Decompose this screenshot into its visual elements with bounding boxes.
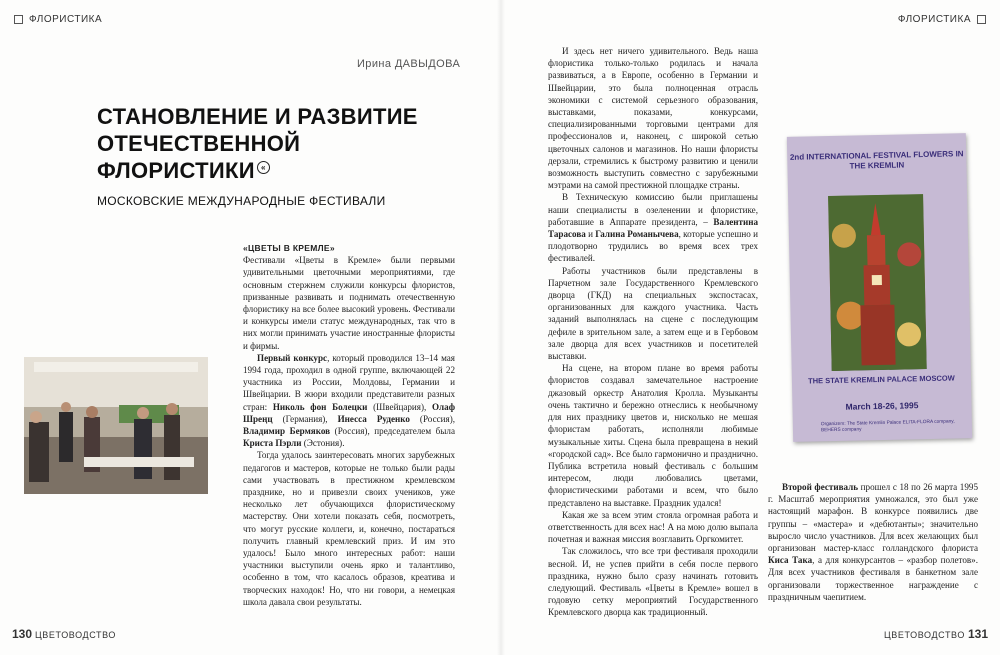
bold-phrase: Первый конкурс (257, 352, 328, 363)
jury-name: Криста Пэрли (243, 438, 302, 449)
paragraph (768, 481, 978, 603)
text-run: (Эстония). (301, 438, 345, 449)
page-number-left: 130 (12, 627, 33, 641)
bold-phrase: Второй фестиваль (782, 482, 859, 492)
square-marker-icon (977, 15, 986, 24)
person-name: Галина Романычева (595, 229, 679, 240)
person-name: Валентина Тарасова (548, 216, 758, 240)
paragraph (548, 191, 758, 264)
paragraph: И здесь нет ничего удивительного. Ведь наша флористика только-только родилась и начала развиваться, а в Европе, особенно в Германии и Швейцарии, это была полноценная отрасль экономики с системой серьезного образования, выставками, показами, конкурсами, специализированными торговыми центрами для профессионалов и, наконец, с широкой сетью цветочных салонов и магазинов. Но наши флористы дерзали, стремились к быстрому развитию и ценили возможность выступить совместно с зарубежными мэтрами на самой престижной площадке страны. (548, 46, 758, 191)
text-run: (Швейцария), (367, 401, 432, 412)
title-line-3: ФЛОРИСТИКИ (97, 158, 255, 183)
square-marker-icon (14, 15, 23, 24)
jury-name: Владимир Бермяков (243, 426, 331, 437)
text-run: , а для конкурсантов – «разбор полетов». Для всех участников фестиваля в банкетном зале организовали торжественное награждение с праздничным чаепитием. (768, 555, 978, 602)
festival-brochure-image (787, 133, 972, 442)
text-run: (Германия), (272, 413, 338, 424)
article-subtitle: МОСКОВСКИЕ МЕЖДУНАРОДНЫЕ ФЕСТИВАЛИ (97, 194, 386, 208)
person-name: Киса Така (768, 555, 813, 566)
section-mark-icon: « (257, 161, 270, 174)
title-line-2: ОТЕЧЕСТВЕННОЙ (97, 131, 301, 156)
kremlin-tower-icon (828, 194, 927, 371)
jury-name: Олаф Шреңц (243, 401, 455, 424)
magazine-name-left: ЦВЕТОВОДСТВО (35, 630, 116, 640)
text-run: и (585, 229, 596, 240)
title-line-1: СТАНОВЛЕНИЕ И РАЗВИТИЕ (97, 104, 418, 129)
running-head-right-text: ФЛОРИСТИКА (897, 14, 971, 25)
jury-name: Инесса Руденко (337, 413, 410, 424)
page-gutter (497, 0, 505, 655)
text-column-1 (243, 242, 455, 608)
text-run: (Россия), председателем была (330, 426, 455, 437)
brochure-organizers: Organizers: The State Kremlin Palace ELITA-FLORA company, BEHERS company (820, 419, 955, 434)
running-head-left (14, 14, 102, 25)
text-run: , который проводился 13–14 мая 1994 года, проходил в одной группе, включающей 22 участника из России, Молдовы, Германии и Швейцарии. В жюри входили представители разных стран: (243, 352, 455, 412)
jury-name: Николь фон Болецки (272, 401, 368, 412)
page-number-right: 131 (967, 627, 988, 641)
festival-hall-photo (24, 357, 208, 494)
paragraph: Тогда удалось заинтересовать многих зарубежных педагогов и мастеров, которые не только были рады сами участвовать в престижном кремлевском празднике, но и привезли своих учеников, уже несколько лет обучающихся флористическому мастерству. Они хотели показать себя, посмотреть, что могут русские коллеги, и, конечно, постараться получить главный кремлевский приз. И им это удалось! Было много интересных работ: наши участники выступили очень ярко и талантливо, особенно в том, что касалось образов, креатива и творческих находок! Но, что ни говори, а немецкая школа давала свои результаты. (243, 450, 455, 607)
text-run: , которые успешно и плодотворно трудились во время всех трех фестивалей. (548, 229, 758, 264)
footer-left (12, 627, 116, 641)
kremlin-tower-art (828, 194, 927, 371)
text-run: прошел с 18 по 26 марта 1995 г. Масштаб мероприятия умножался, это был уже настоящий марафон. В конкурсе появились две группы – «мастера» и «дебютанты»; значительно выросло число участников. Для всех желающих был организован мастер-класс голландского флориста (768, 482, 978, 554)
footer-right (884, 627, 988, 641)
section-heading: «ЦВЕТЫ В КРЕМЛЕ» (243, 243, 335, 253)
brochure-title: 2nd INTERNATIONAL FESTIVAL FLOWERS IN THE KREMLIN (789, 149, 964, 171)
article-title (97, 103, 457, 184)
author-name: Ирина ДАВЫДОВА (357, 58, 461, 70)
paragraph: Так сложилось, что все три фестиваля проходили весной. И, не успев прийти в себя после первого праздника, нужно было сразу начинать готовить следующий. Фестиваль «Цветы в Кремле» вошел в годовую сетку мероприятий Государственного Кремлевского дворца как традиционный. (548, 546, 758, 618)
paragraph: Работы участников были представлены в Парчетном зале Государственного Кремлевского дворца (ГКД) на специальных экспостасах, организованных для каждого участника. Часть заданий выполнялась на сцене с последующим дефиле в зрительном зале, а затем еще и в Гербовом зале дворца для всех участников и посетителей выставки. (548, 265, 758, 362)
paragraph: Фестивали «Цветы в Кремле» были первыми удивительными цветочными мероприятиями, где основным стержнем служили конкурсы флористов, призванные развивать и поднимать отечественную флористику на все более высокий уровень. Фестивали и конкурсы имели статус международных, так что в них могли принимать участие иностранные флористы и фирмы. (243, 255, 455, 351)
magazine-name-right: ЦВЕТОВОДСТВО (884, 630, 965, 640)
running-head-right (898, 14, 986, 25)
running-head-left-text: ФЛОРИСТИКА (29, 14, 103, 25)
text-run: В Техническую комиссию были приглашены наши специалисты в озеленении и флористике, работавшие в Аппарате президента, – (548, 192, 758, 227)
brochure-date: March 18-26, 1995 (845, 400, 919, 412)
festival-hall-illustration (24, 357, 208, 494)
text-column-3 (768, 481, 978, 603)
brochure-venue: THE STATE KREMLIN PALACE MOSCOW (808, 373, 955, 386)
paragraph: На сцене, на втором плане во время работы флористов создавал замечательное настроение джазовый оркестр Анатолия Кролла. Музыканты очень тактично и бережно отнеслись к необычному для них празднику цветов и, нисколько не мешая флористам работать, исполняли любимые музыкальные хиты. Сцена была превращена в некий «городской сад». Все было гармонично и празднично. Публика встретила новый фестиваль с большим интересом, люди любовались цветами, флористическими работами и всем, что было представлено на выставке. Праздник удался! (548, 363, 758, 508)
paragraph: Какая же за всем этим стояла огромная работа и ответственность для всех нас! А на мою долю выпала почетная и важная миссия возглавить Оргкомитет. (548, 509, 758, 545)
text-run: (Россия), (409, 413, 455, 424)
text-column-2 (548, 45, 758, 619)
paragraph (243, 352, 455, 450)
